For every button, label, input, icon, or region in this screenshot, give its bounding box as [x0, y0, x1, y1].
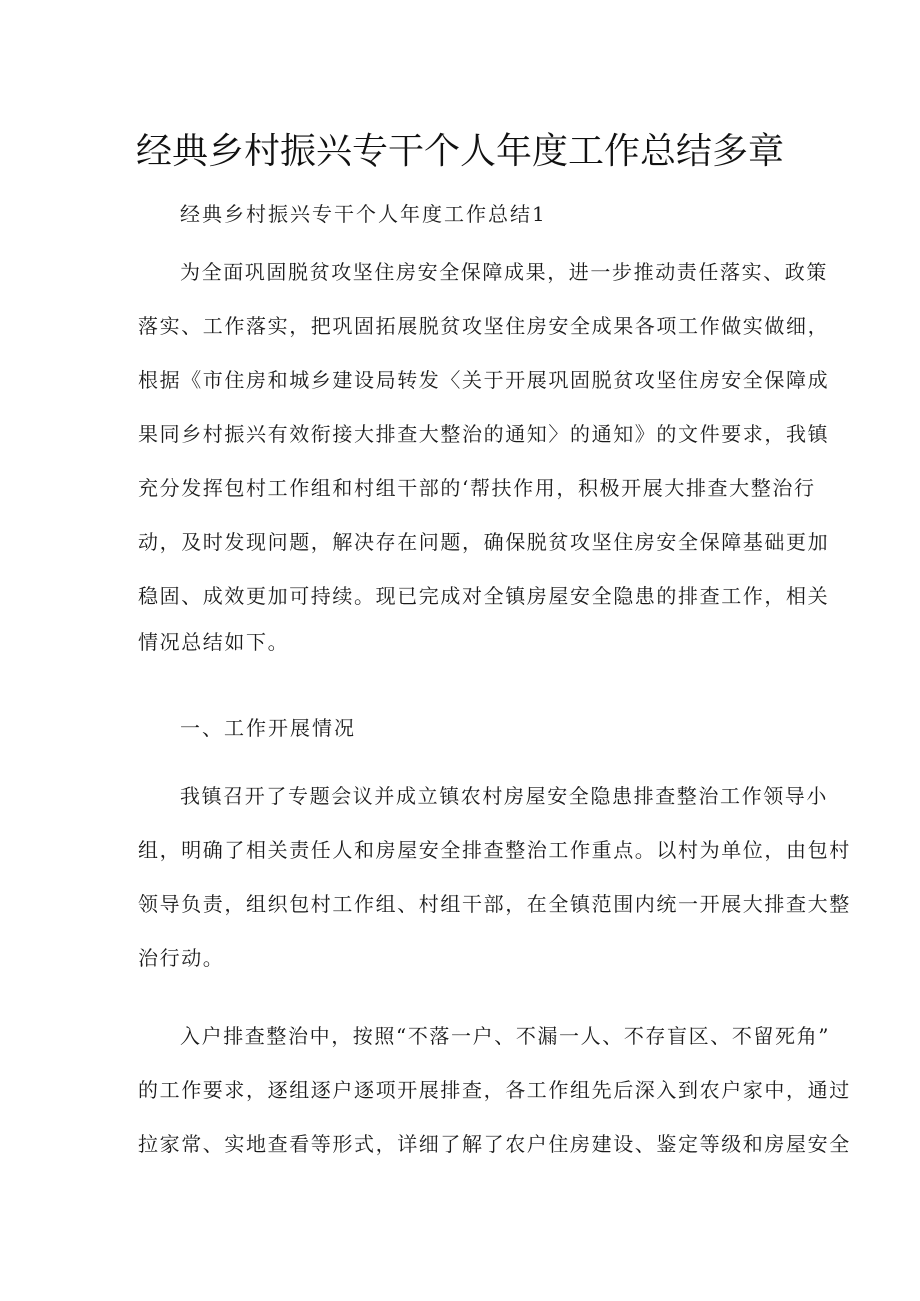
paragraph-1 [138, 258, 830, 656]
document-title: 经典乡村振兴专干个人年度工作总结多章 [135, 131, 784, 172]
paragraph-line: 为全面巩固脱贫攻坚住房安全保障成果，进一步推动责任落实、政策 [180, 260, 828, 284]
paragraph-line: 落实、工作落实，把巩固拓展脱贫攻坚住房安全成果各项工作做实做细， [138, 314, 830, 338]
paragraph-line: 果同乡村振兴有效衔接大排查大整治的通知〉的通知》的文件要求，我镇 [138, 422, 830, 446]
paragraph-line: 入户排查整治中，按照“不落一户、不漏一人、不存盲区、不留死角” [180, 1024, 831, 1048]
section-subtitle: 经典乡村振兴专干个人年度工作总结1 [180, 202, 547, 226]
paragraph-line: 动，及时发现问题，解决存在问题，确保脱贫攻坚住房安全保障基础更加 [138, 530, 830, 554]
paragraph-2 [138, 782, 851, 972]
paragraph-line: 的工作要求，逐组逐户逐项开展排查，各工作组先后深入到农户家中，通过 [138, 1078, 851, 1102]
paragraph-3 [138, 1022, 851, 1158]
section-heading: 一、工作开展情况 [180, 716, 356, 740]
paragraph-line: 根据《市住房和城乡建设局转发〈关于开展巩固脱贫攻坚住房安全保障成 [138, 368, 830, 392]
paragraph-line: 我镇召开了专题会议并成立镇农村房屋安全隐患排查整治工作领导小 [180, 784, 828, 808]
paragraph-line: 组，明确了相关责任人和房屋安全排查整治工作重点。以村为单位，由包村 [138, 838, 851, 862]
paragraph-line: 情况总结如下。 [138, 630, 290, 654]
paragraph-line: 治行动。 [138, 946, 225, 970]
paragraph-line: 拉家常、实地查看等形式，详细了解了农户住房建设、鉴定等级和房屋安全 [138, 1132, 851, 1156]
paragraph-line: 领导负责，组织包村工作组、村组干部，在全镇范围内统一开展大排查大整 [138, 892, 851, 916]
paragraph-line: 稳固、成效更加可持续。现已完成对全镇房屋安全隐患的排查工作，相关 [138, 584, 830, 608]
paragraph-line: 充分发挥包村工作组和村组干部的‘帮扶作用，积极开展大排查大整治行 [138, 476, 816, 500]
